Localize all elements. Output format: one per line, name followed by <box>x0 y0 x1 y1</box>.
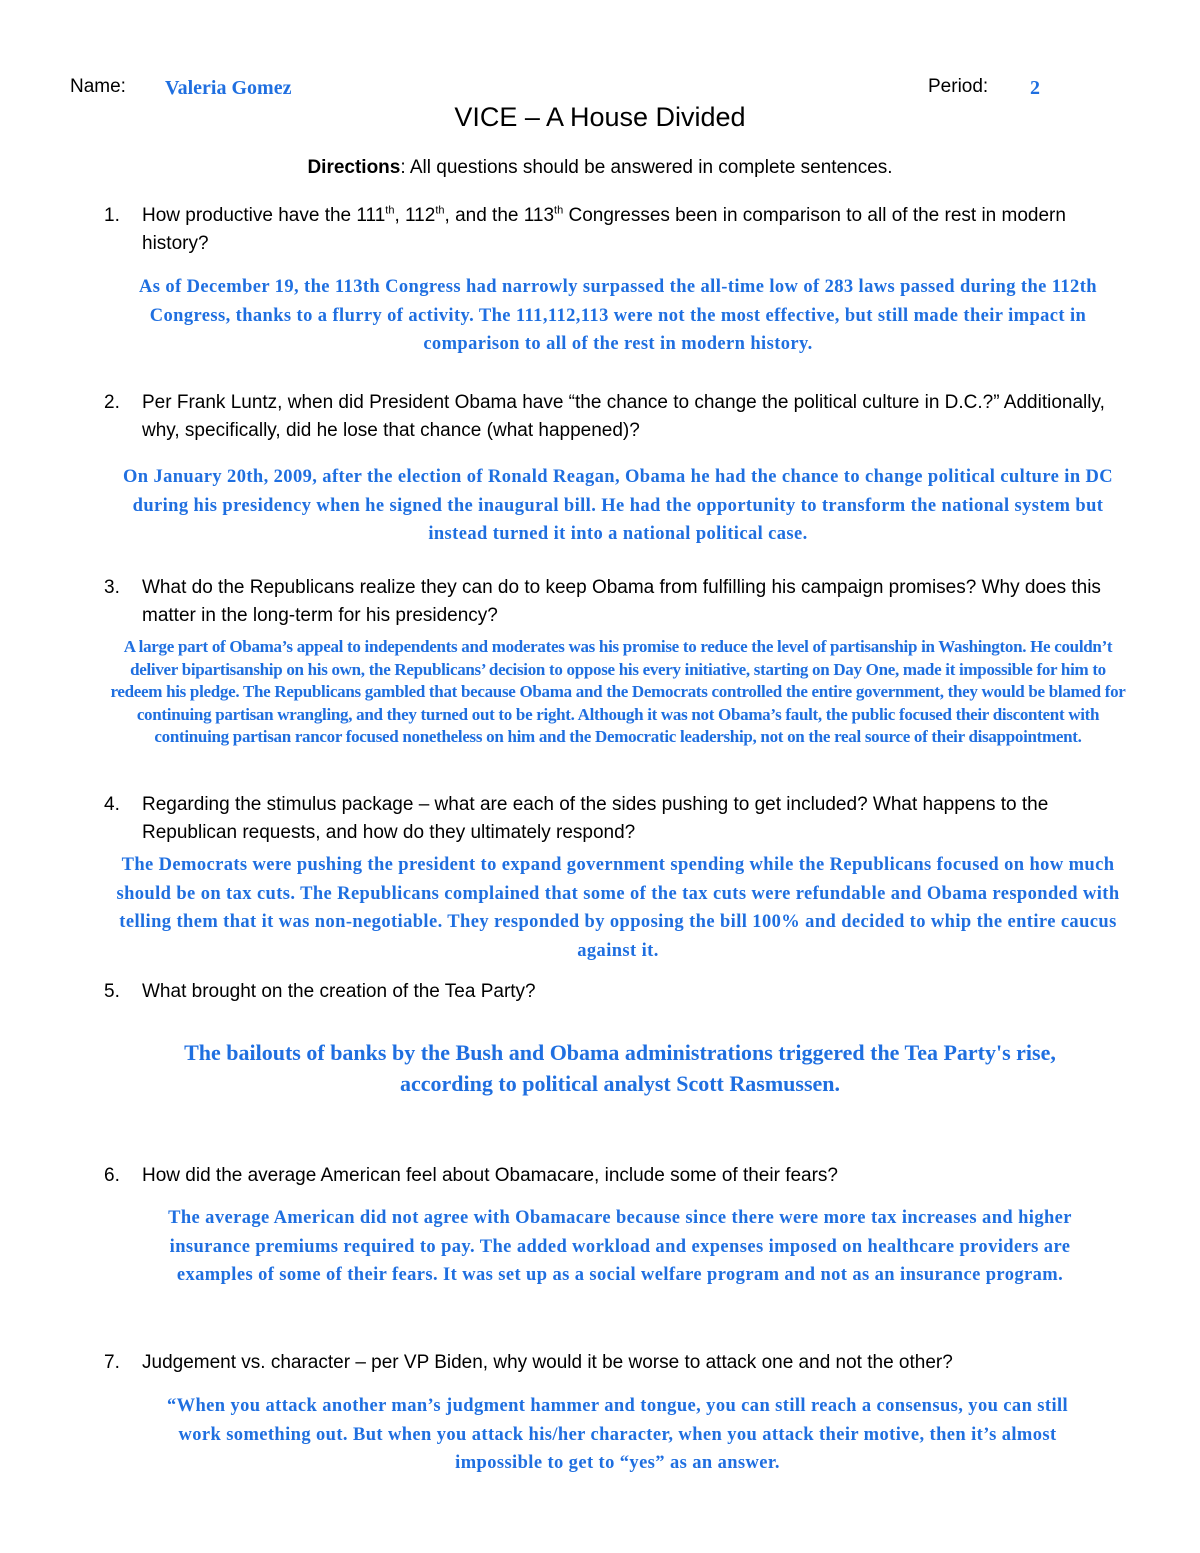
question-text: Per Frank Luntz, when did President Obama have “the chance to change the political culture in D.C.?” Additionally, why, specifically, did he lose that chance (what happened)? <box>142 392 1105 441</box>
question-number: 2. <box>104 392 120 413</box>
period-value[interactable]: 2 <box>1030 77 1040 99</box>
question-number: 1. <box>104 205 120 226</box>
answer-2[interactable]: On January 20th, 2009, after the election of Ronald Reagan, Obama he had the chance to change political culture in DC during his presidency when he signed the inaugural bill. He had the opportunity to transform the national system but instead turned it into a national political case. <box>122 467 1114 544</box>
directions-label: Directions <box>307 157 401 178</box>
question-4 <box>104 791 1134 847</box>
page-title: VICE – A House Divided <box>454 102 746 132</box>
name-value[interactable]: Valeria Gomez <box>165 77 292 99</box>
question-3 <box>104 574 1134 630</box>
answer-3[interactable]: A large part of Obama’s appeal to independents and moderates was his promise to reduce the level of partisanship in Washington. He couldn’t deliver bipartisanship on his own, the Republicans’ decision to oppose his every initiative, starting on Day One, made it impossible for him to redeem his pledge. The Republicans gambled that because Obama and the Democrats controlled the entire government, they would be blamed for continuing partisan wrangling, and they turned out to be right. Although it was not Obama’s fault, the public focused their discontent with continuing partisan rancor focused nonetheless on him and the Democratic leadership, not on the real source of their disappointment. <box>110 637 1126 746</box>
question-6 <box>104 1162 1134 1190</box>
answer-6[interactable]: The average American did not agree with Obamacare because since there were more tax increases and higher insurance premiums required to pay. The added workload and expenses imposed on healthcare providers are examples of some of their fears. It was set up as a social welfare program and not as an insurance program. <box>168 1208 1072 1285</box>
answer-5[interactable]: The bailouts of banks by the Bush and Obama administrations triggered the Tea Party's rise, according to political analyst Scott Rasmussen. <box>184 1040 1056 1096</box>
directions-text: : All questions should be answered in complete sentences. <box>400 157 893 178</box>
question-2 <box>104 389 1134 445</box>
question-number: 3. <box>104 577 120 598</box>
question-number: 4. <box>104 794 120 815</box>
question-7 <box>104 1349 1134 1377</box>
answer-7[interactable]: “When you attack another man’s judgment hammer and tongue, you can still reach a consensus, you can still work something out. But when you attack his/her character, when you attack their motive, then it’s almost impossible to get to “yes” as an answer. <box>166 1396 1069 1473</box>
question-text: What do the Republicans realize they can do to keep Obama from fulfilling his campaign promises? Why does this matter in the long-term for his presidency? <box>142 577 1101 626</box>
question-1 <box>104 202 1134 258</box>
answer-4[interactable]: The Democrats were pushing the president to expand government spending while the Republicans focused on how much should be on tax cuts. The Republicans complained that some of the tax cuts were refundable and Obama responded with telling them that it was non-negotiable. They responded by opposing the bill 100% and decided to whip the entire caucus against it. <box>116 855 1120 961</box>
question-text: Regarding the stimulus package – what are each of the sides pushing to get included? What happens to the Republican requests, and how do they ultimately respond? <box>142 794 1049 843</box>
answer-1[interactable]: As of December 19, the 113th Congress had narrowly surpassed the all-time low of 283 laws passed during the 112th Congress, thanks to a flurry of activity. The 111,112,113 were not the most effective, but still made their impact in comparison to all of the rest in modern history. <box>139 277 1097 354</box>
question-text: How did the average American feel about Obamacare, include some of their fears? <box>142 1165 838 1186</box>
question-number: 5. <box>104 981 120 1002</box>
directions <box>0 157 1200 179</box>
name-label: Name: <box>70 76 126 97</box>
question-number: 6. <box>104 1165 120 1186</box>
question-number: 7. <box>104 1352 120 1373</box>
period-label: Period: <box>928 76 989 97</box>
question-text: What brought on the creation of the Tea Party? <box>142 981 536 1002</box>
question-text: How productive have the 111th, 112th, and the 113th Congresses been in comparison to all of the rest in modern history? <box>142 204 1066 254</box>
question-5 <box>104 978 1134 1006</box>
question-text: Judgement vs. character – per VP Biden, why would it be worse to attack one and not the other? <box>142 1352 953 1373</box>
